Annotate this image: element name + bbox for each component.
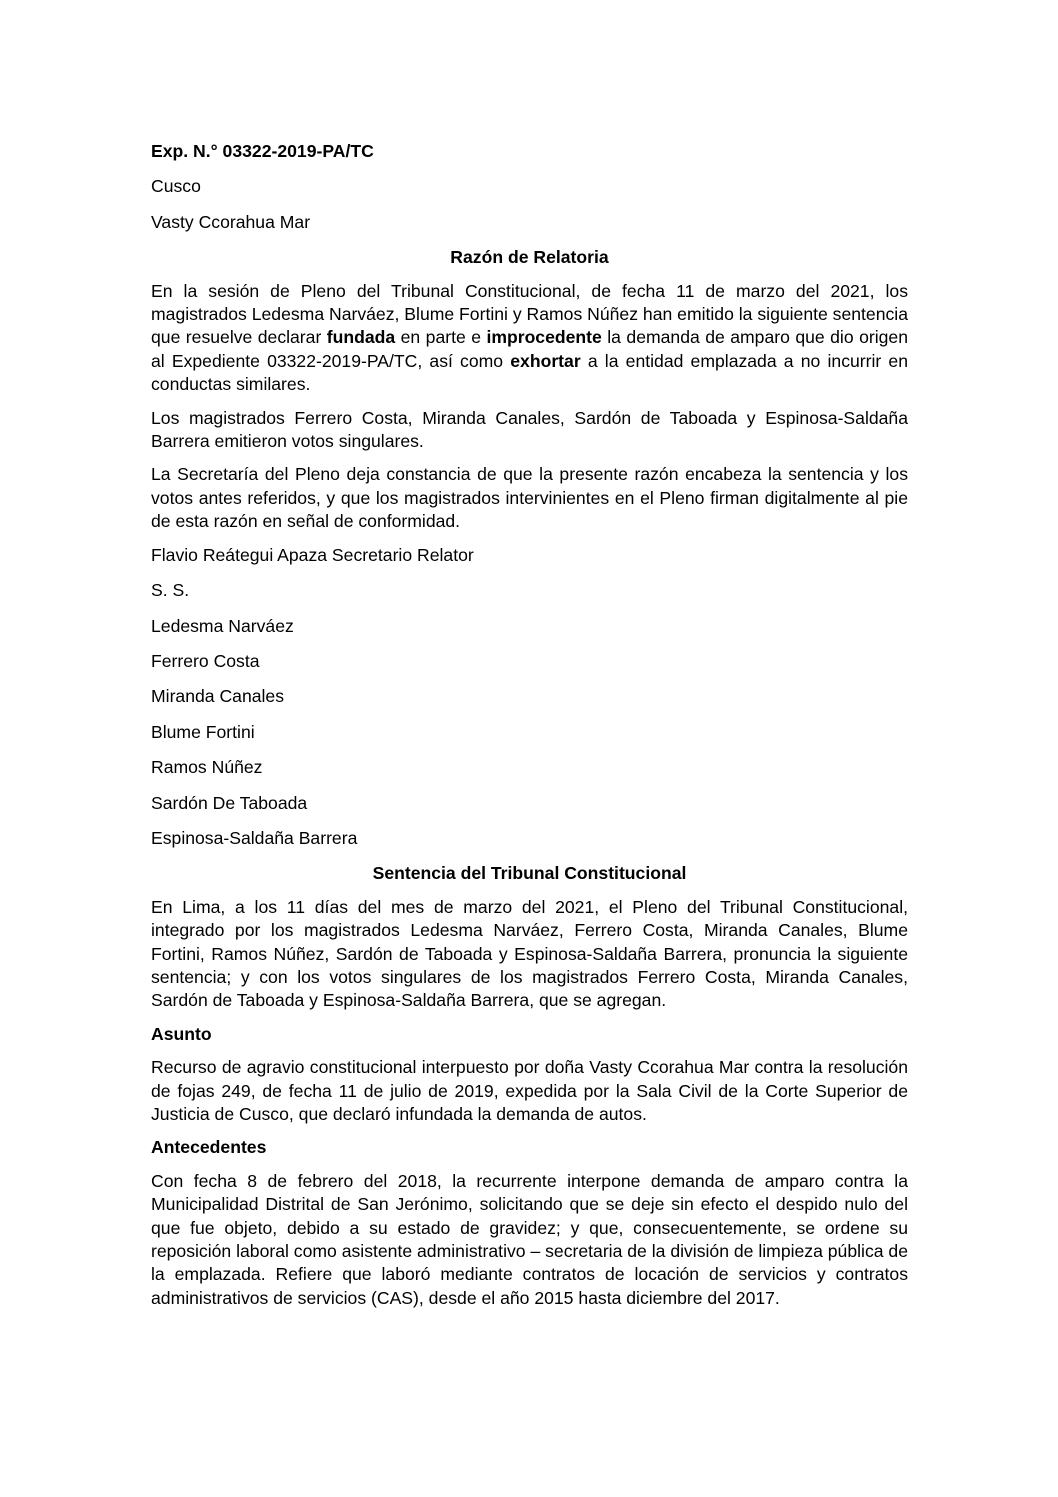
expediente-number: Exp. N.° 03322-2019-PA/TC xyxy=(151,141,374,161)
asunto-text: Recurso de agravio constitucional interpuesto por doña Vasty Ccorahua Mar contra la resolución de fojas 249, de fecha 11 de julio de 2019, expedida por la Sala Civil de la Corte Superior de Justicia de Cusco, que declaró infundada la demanda de autos. xyxy=(151,1057,908,1124)
text-segment: En la sesión de Pleno del Tribunal Constitucional, de fecha 11 de marzo del 2021, los magistrados Ledesma Narváez, Blume Fortini y Ramos Núñez han emitido la siguiente sentencia que resuelve declarar xyxy=(151,280,908,348)
magistrate-name: Sardón De Taboada xyxy=(151,792,308,813)
text-segment: a la entidad emplazada a no incurrir en conductas similares. xyxy=(151,350,909,395)
text-segment: la demanda de amparo que dio origen al Expediente 03322-2019-PA/TC, así como xyxy=(151,327,908,371)
antecedentes-heading: Antecedentes xyxy=(151,1137,267,1158)
relatoria-title: Razón de Relatoria xyxy=(450,247,609,268)
relatoria-paragraph-1 xyxy=(151,280,908,397)
magistrate-name: Ferrero Costa xyxy=(151,650,260,671)
party-name: Vasty Ccorahua Mar xyxy=(151,211,311,232)
magistrate-name: Espinosa-Saldaña Barrera xyxy=(151,827,358,848)
magistrate-name: Miranda Canales xyxy=(151,686,285,707)
relatoria-paragraph-2: Los magistrados Ferrero Costa, Miranda Canales, Sardón de Taboada y Espinosa-Saldaña Barrera emitieron votos singulares. xyxy=(151,407,908,452)
antecedentes-text: Con fecha 8 de febrero del 2018, la recurrente interpone demanda de amparo contra la Municipalidad Distrital de San Jerónimo, solicitando que se deje sin efecto el despido nulo del que fue objeto, debido a su estado de gravidez; y que, consecuentemente, se ordene su reposición laboral como asistente administrativo – secretaria de la división de limpieza pública de la emplazada. Refiere que laboró mediante contratos de locación de servicios y contratos administrativos de servicios (CAS), desde el año 2015 hasta diciembre del 2017. xyxy=(151,1170,908,1308)
magistrate-name: Blume Fortini xyxy=(151,721,255,742)
bold-term-fundada: fundada xyxy=(326,327,396,348)
ss-label: S. S. xyxy=(151,580,190,601)
sentencia-title: Sentencia del Tribunal Constitucional xyxy=(372,863,687,884)
relatoria-paragraph-3: La Secretaría del Pleno deja constancia de que la presente razón encabeza la sentencia y los votos antes referidos, y que los magistrados intervinientes en el Pleno firman digitalmente al pie de esta razón en señal de conformidad. xyxy=(151,464,908,532)
bold-term-improcedente: improcedente xyxy=(486,327,602,348)
magistrate-name: Ledesma Narváez xyxy=(151,615,294,636)
bold-term-exhortar: exhortar xyxy=(510,350,581,371)
asunto-heading: Asunto xyxy=(151,1023,212,1044)
sentencia-intro: En Lima, a los 11 días del mes de marzo del 2021, el Pleno del Tribunal Constitucional, integrado por los magistrados Ledesma Narváez, Ferrero Costa, Miranda Canales, Blume Fortini, Ramos Núñez, Sardón de Taboada y Espinosa-Saldaña Barrera, pronuncia la siguiente sentencia; y con los votos singulares de los magistrados Ferrero Costa, Miranda Canales, Sardón de Taboada y Espinosa-Saldaña Barrera, que se agregan. xyxy=(151,896,908,1011)
secretary-signature: Flavio Reátegui Apaza Secretario Relator xyxy=(151,544,474,565)
city: Cusco xyxy=(151,176,201,197)
magistrate-name: Ramos Núñez xyxy=(151,757,263,778)
text-segment: en parte e xyxy=(395,327,487,348)
